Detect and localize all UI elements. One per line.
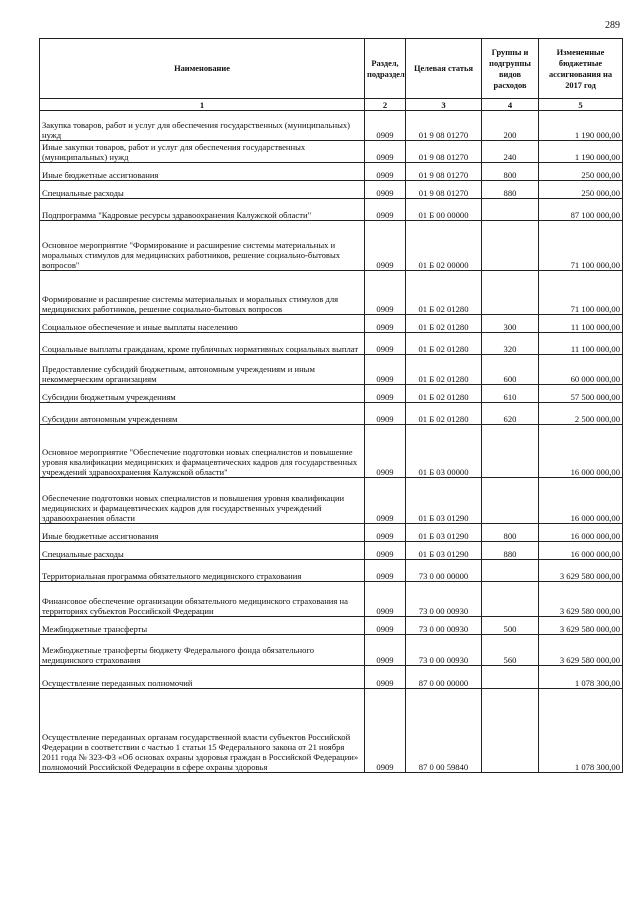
column-number: 4 <box>482 99 539 111</box>
row-section: 0909 <box>365 560 406 582</box>
row-section: 0909 <box>365 111 406 141</box>
row-group: 880 <box>482 181 539 199</box>
row-group: 880 <box>482 542 539 560</box>
table-row <box>40 199 623 221</box>
row-amount: 71 100 000,00 <box>539 221 623 271</box>
row-amount: 3 629 580 000,00 <box>539 560 623 582</box>
table-row <box>40 111 623 141</box>
table-row <box>40 333 623 355</box>
row-name: Специальные расходы <box>40 542 365 560</box>
row-name: Субсидии автономным учреждениям <box>40 403 365 425</box>
row-target: 73 0 00 00930 <box>406 582 482 617</box>
row-name: Обеспечение подготовки новых специалистов и повышения уровня квалификации медицинских и фармацевтических кадров для государственных учреждений здравоохранения области <box>40 478 365 524</box>
row-amount: 3 629 580 000,00 <box>539 635 623 666</box>
row-group <box>482 666 539 689</box>
row-section: 0909 <box>365 221 406 271</box>
row-target: 87 0 00 00000 <box>406 666 482 689</box>
row-target: 01 9 08 01270 <box>406 181 482 199</box>
row-section: 0909 <box>365 403 406 425</box>
row-group <box>482 199 539 221</box>
row-amount: 87 100 000,00 <box>539 199 623 221</box>
table-row <box>40 478 623 524</box>
row-name: Основное мероприятие "Обеспечение подготовки новых специалистов и повышение уровня квалификации медицинских и фармацевтических кадров для государственных учреждений здравоохранения Калужской области" <box>40 425 365 478</box>
row-group <box>482 271 539 315</box>
row-target: 01 Б 03 01290 <box>406 478 482 524</box>
table-row <box>40 181 623 199</box>
row-target: 01 Б 02 01280 <box>406 403 482 425</box>
row-amount: 1 078 300,00 <box>539 689 623 773</box>
row-amount: 1 190 000,00 <box>539 111 623 141</box>
table-row <box>40 542 623 560</box>
table-row <box>40 141 623 163</box>
row-section: 0909 <box>365 617 406 635</box>
table-row <box>40 403 623 425</box>
row-target: 01 Б 03 00000 <box>406 425 482 478</box>
table-row <box>40 425 623 478</box>
row-name: Межбюджетные трансферты <box>40 617 365 635</box>
table-row <box>40 385 623 403</box>
row-amount: 3 629 580 000,00 <box>539 617 623 635</box>
row-amount: 16 000 000,00 <box>539 478 623 524</box>
row-group: 610 <box>482 385 539 403</box>
row-section: 0909 <box>365 315 406 333</box>
table-row <box>40 271 623 315</box>
table-row <box>40 221 623 271</box>
row-target: 01 Б 02 01280 <box>406 271 482 315</box>
row-target: 01 Б 02 01280 <box>406 315 482 333</box>
row-target: 01 Б 03 01290 <box>406 542 482 560</box>
header-amount: Измененные бюджетные ассигнования на 2017 год <box>539 39 623 99</box>
row-amount: 2 500 000,00 <box>539 403 623 425</box>
row-section: 0909 <box>365 635 406 666</box>
row-amount: 11 100 000,00 <box>539 315 623 333</box>
row-amount: 16 000 000,00 <box>539 542 623 560</box>
column-number: 2 <box>365 99 406 111</box>
table-body <box>40 111 623 773</box>
row-section: 0909 <box>365 199 406 221</box>
row-group: 500 <box>482 617 539 635</box>
row-group: 560 <box>482 635 539 666</box>
row-name: Осуществление переданных органам государственной власти субъектов Российской Федерации в соответствии с частью 1 статьи 15 Федерального закона от 21 ноября 2011 года № 323-ФЗ «Об основах охраны здоровья граждан в Российской Федерации» полномочий Российской Федерации в сфере охраны здоровья <box>40 689 365 773</box>
table-row <box>40 163 623 181</box>
header-section: Раздел, подраздел <box>365 39 406 99</box>
row-amount: 250 000,00 <box>539 181 623 199</box>
row-name: Иные бюджетные ассигнования <box>40 524 365 542</box>
row-target: 01 Б 00 00000 <box>406 199 482 221</box>
row-name: Территориальная программа обязательного медицинского страхования <box>40 560 365 582</box>
row-target: 01 Б 03 01290 <box>406 524 482 542</box>
row-section: 0909 <box>365 425 406 478</box>
row-section: 0909 <box>365 141 406 163</box>
row-name: Иные закупки товаров, работ и услуг для обеспечения государственных (муниципальных) нужд <box>40 141 365 163</box>
row-target: 01 9 08 01270 <box>406 111 482 141</box>
row-group <box>482 221 539 271</box>
row-target: 73 0 00 00930 <box>406 635 482 666</box>
row-amount: 250 000,00 <box>539 163 623 181</box>
row-section: 0909 <box>365 689 406 773</box>
row-target: 01 Б 02 01280 <box>406 355 482 385</box>
row-group: 620 <box>482 403 539 425</box>
row-name: Социальные выплаты гражданам, кроме публичных нормативных социальных выплат <box>40 333 365 355</box>
row-name: Подпрограмма "Кадровые ресурсы здравоохранения Калужской области" <box>40 199 365 221</box>
table-row <box>40 560 623 582</box>
table-row <box>40 315 623 333</box>
row-name: Социальное обеспечение и иные выплаты населению <box>40 315 365 333</box>
table-row <box>40 582 623 617</box>
row-group: 200 <box>482 111 539 141</box>
row-group <box>482 478 539 524</box>
row-section: 0909 <box>365 524 406 542</box>
row-name: Формирование и расширение системы материальных и моральных стимулов для медицинских работников, решение социально-бытовых вопросов <box>40 271 365 315</box>
row-section: 0909 <box>365 355 406 385</box>
row-amount: 57 500 000,00 <box>539 385 623 403</box>
row-group: 240 <box>482 141 539 163</box>
row-group <box>482 425 539 478</box>
row-target: 73 0 00 00930 <box>406 617 482 635</box>
row-group: 300 <box>482 315 539 333</box>
row-amount: 60 000 000,00 <box>539 355 623 385</box>
row-target: 01 Б 02 00000 <box>406 221 482 271</box>
row-group <box>482 560 539 582</box>
row-amount: 1 078 300,00 <box>539 666 623 689</box>
column-number: 1 <box>40 99 365 111</box>
table-row <box>40 524 623 542</box>
row-target: 01 9 08 01270 <box>406 163 482 181</box>
row-name: Иные бюджетные ассигнования <box>40 163 365 181</box>
row-amount: 3 629 580 000,00 <box>539 582 623 617</box>
row-section: 0909 <box>365 582 406 617</box>
row-group: 800 <box>482 524 539 542</box>
row-section: 0909 <box>365 181 406 199</box>
row-section: 0909 <box>365 542 406 560</box>
row-section: 0909 <box>365 333 406 355</box>
header-name: Наименование <box>40 39 365 99</box>
row-name: Предоставление субсидий бюджетным, автономным учреждениям и иным некоммерческим организациям <box>40 355 365 385</box>
row-section: 0909 <box>365 163 406 181</box>
header-groups: Группы и подгруппы видов расходов <box>482 39 539 99</box>
row-group <box>482 689 539 773</box>
row-amount: 71 100 000,00 <box>539 271 623 315</box>
table-row <box>40 666 623 689</box>
row-name: Закупка товаров, работ и услуг для обеспечения государственных (муниципальных) нужд <box>40 111 365 141</box>
table-row <box>40 689 623 773</box>
page-number: 289 <box>605 20 620 31</box>
row-target: 01 Б 02 01280 <box>406 385 482 403</box>
row-target: 73 0 00 00000 <box>406 560 482 582</box>
row-name: Осуществление переданных полномочий <box>40 666 365 689</box>
row-section: 0909 <box>365 385 406 403</box>
row-group: 800 <box>482 163 539 181</box>
column-number: 3 <box>406 99 482 111</box>
row-group: 600 <box>482 355 539 385</box>
row-name: Межбюджетные трансферты бюджету Федерального фонда обязательного медицинского страхования <box>40 635 365 666</box>
row-group <box>482 582 539 617</box>
column-number: 5 <box>539 99 623 111</box>
row-name: Субсидии бюджетным учреждениям <box>40 385 365 403</box>
header-target: Целевая статья <box>406 39 482 99</box>
row-amount: 16 000 000,00 <box>539 524 623 542</box>
row-amount: 11 100 000,00 <box>539 333 623 355</box>
row-section: 0909 <box>365 271 406 315</box>
table-row <box>40 355 623 385</box>
row-group: 320 <box>482 333 539 355</box>
table-row <box>40 635 623 666</box>
row-name: Специальные расходы <box>40 181 365 199</box>
row-amount: 16 000 000,00 <box>539 425 623 478</box>
row-name: Основное мероприятие "Формирование и расширение системы материальных и моральных стимулов для медицинских работников, решение социально-бытовых вопросов" <box>40 221 365 271</box>
row-section: 0909 <box>365 666 406 689</box>
table-row <box>40 617 623 635</box>
table-header-row <box>40 39 623 99</box>
budget-table <box>39 38 623 773</box>
row-target: 01 9 08 01270 <box>406 141 482 163</box>
row-section: 0909 <box>365 478 406 524</box>
row-name: Финансовое обеспечение организации обязательного медицинского страхования на территориях субъектов Российской Федерации <box>40 582 365 617</box>
row-target: 01 Б 02 01280 <box>406 333 482 355</box>
row-amount: 1 190 000,00 <box>539 141 623 163</box>
column-number-row <box>40 99 623 111</box>
row-target: 87 0 00 59840 <box>406 689 482 773</box>
